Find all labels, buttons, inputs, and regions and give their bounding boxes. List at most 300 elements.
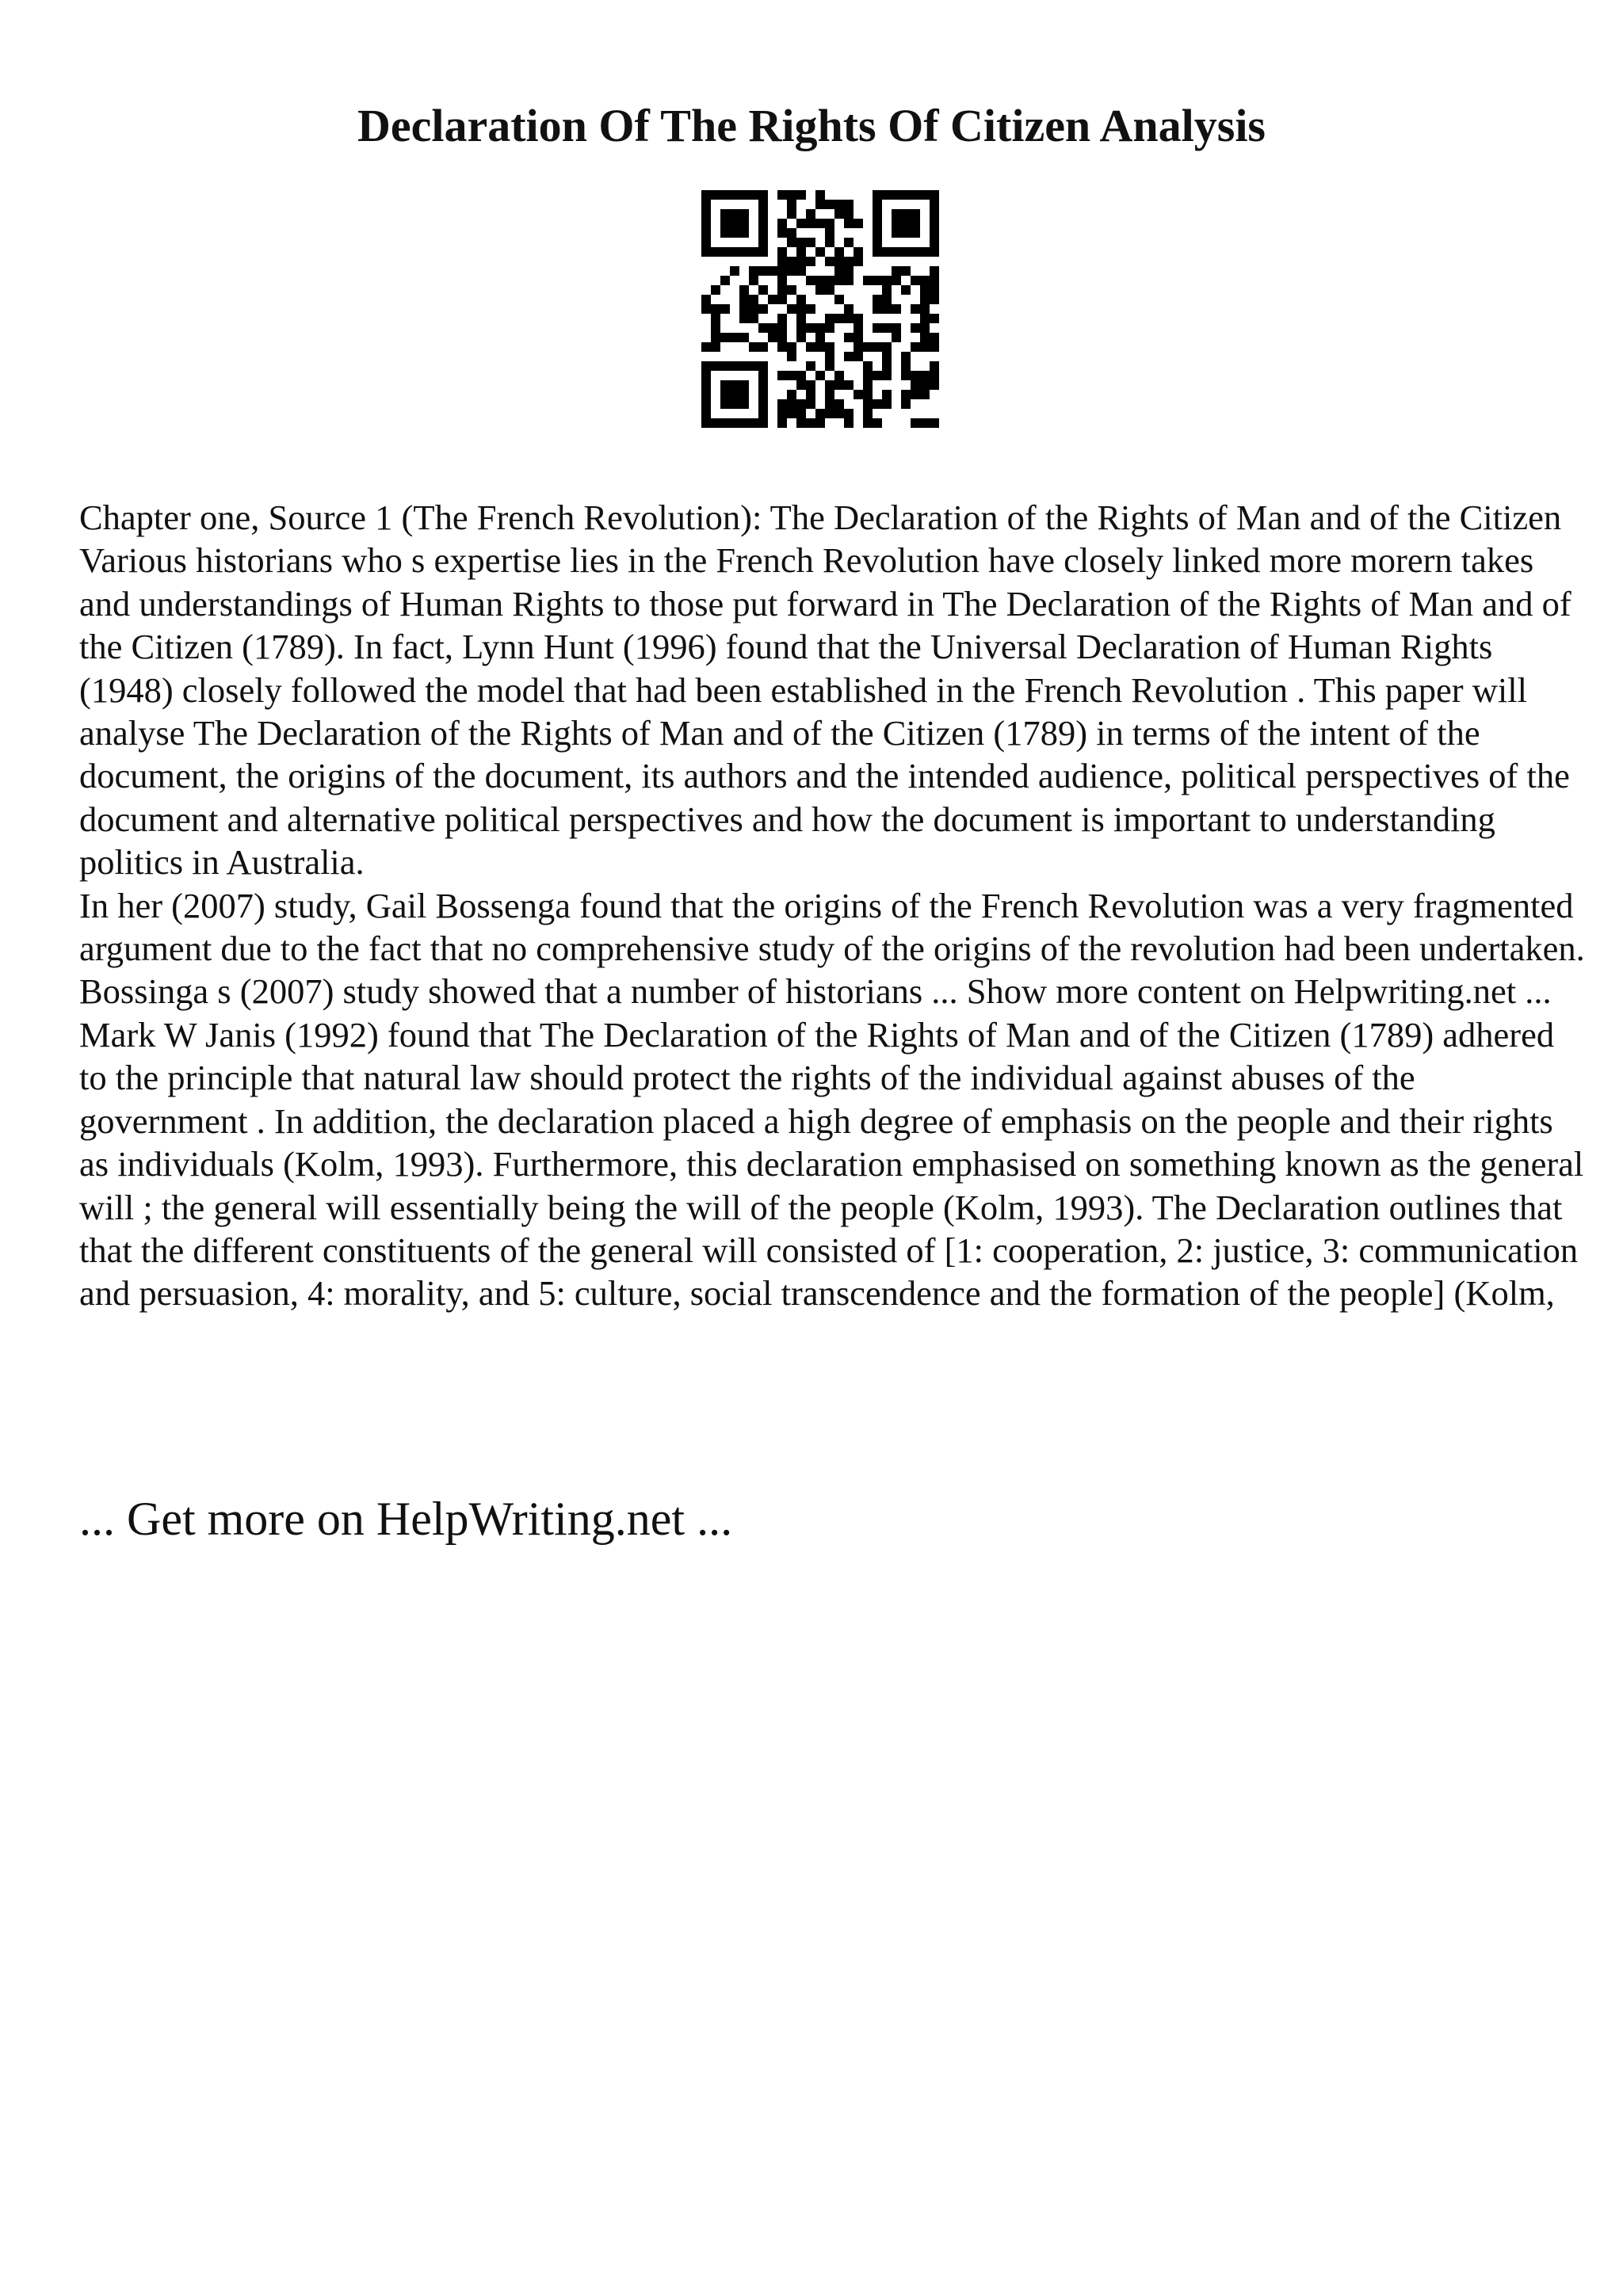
qr-module (863, 342, 873, 352)
qr-module (911, 323, 920, 333)
qr-module (701, 342, 711, 352)
qr-module (749, 295, 758, 304)
qr-module (930, 200, 939, 209)
qr-module (892, 266, 901, 276)
qr-module (911, 304, 920, 314)
qr-module (777, 323, 787, 333)
qr-module (758, 219, 768, 228)
qr-module (854, 333, 863, 342)
qr-module (901, 209, 911, 219)
qr-module (920, 285, 930, 295)
qr-module (758, 228, 768, 238)
qr-module (882, 190, 892, 200)
qr-module (873, 219, 882, 228)
qr-module (730, 219, 739, 228)
qr-module (825, 276, 834, 285)
qr-module (854, 219, 863, 228)
qr-module (825, 285, 834, 295)
qr-module (739, 314, 749, 323)
document-title: Declaration Of The Rights Of Citizen Analysis (357, 100, 1266, 151)
qr-module (873, 418, 882, 428)
qr-module (730, 247, 739, 257)
qr-module (787, 390, 796, 399)
qr-module (815, 276, 825, 285)
qr-module (815, 190, 825, 200)
qr-module (920, 342, 930, 352)
qr-module (777, 409, 787, 418)
qr-module (844, 418, 854, 428)
qr-module (930, 238, 939, 247)
qr-module (739, 390, 749, 399)
qr-module (768, 266, 777, 276)
qr-module (806, 209, 815, 219)
qr-module (844, 219, 854, 228)
qr-module (701, 399, 711, 409)
qr-module (701, 361, 711, 371)
qr-module (787, 304, 796, 314)
qr-module (739, 190, 749, 200)
qr-module (892, 190, 901, 200)
qr-module (920, 380, 930, 390)
qr-module (815, 342, 825, 352)
qr-module (825, 238, 834, 247)
qr-module (806, 323, 815, 333)
qr-module (844, 380, 854, 390)
qr-module (920, 247, 930, 257)
qr-module (892, 333, 901, 342)
qr-module (777, 276, 787, 285)
qr-module (711, 247, 720, 257)
qr-module (834, 314, 844, 323)
qr-module (825, 380, 834, 390)
qr-module (796, 238, 806, 247)
qr-module (730, 266, 739, 276)
qr-module (749, 418, 758, 428)
qr-module (930, 418, 939, 428)
qr-module (815, 333, 825, 342)
qr-module (777, 257, 787, 266)
qr-module (911, 380, 920, 390)
qr-module (806, 304, 815, 314)
qr-module (796, 333, 806, 342)
qr-module (806, 361, 815, 371)
qr-module (844, 238, 854, 247)
qr-module (920, 304, 930, 314)
qr-module (758, 323, 768, 333)
qr-module (901, 399, 911, 409)
qr-module (777, 190, 787, 200)
qr-module (711, 323, 720, 333)
qr-module (825, 361, 834, 371)
qr-module (882, 342, 892, 352)
qr-module (739, 209, 749, 219)
qr-module (806, 257, 815, 266)
qr-module (834, 247, 844, 257)
qr-module (711, 190, 720, 200)
qr-module (806, 399, 815, 409)
qr-module (834, 266, 844, 276)
qr-module (701, 409, 711, 418)
qr-module (806, 276, 815, 285)
qr-module (701, 304, 711, 314)
qr-module (758, 371, 768, 380)
qr-module (768, 323, 777, 333)
qr-module (796, 295, 806, 304)
qr-module (882, 247, 892, 257)
paragraph-heading: Chapter one, Source 1 (The French Revolution): The Declaration of the Rights of Man and of the Citizen (79, 498, 1562, 537)
qr-module (825, 219, 834, 228)
qr-module (930, 380, 939, 390)
qr-module (787, 190, 796, 200)
qr-module (777, 295, 787, 304)
qr-module (730, 333, 739, 342)
qr-module (834, 276, 844, 285)
qr-module (701, 380, 711, 390)
qr-module (873, 200, 882, 209)
qr-module (720, 390, 730, 399)
qr-module (796, 190, 806, 200)
qr-module (920, 190, 930, 200)
qr-module (730, 418, 739, 428)
qr-module (701, 219, 711, 228)
qr-module (844, 409, 854, 418)
qr-module (739, 418, 749, 428)
qr-module (787, 228, 796, 238)
qr-module (834, 257, 844, 266)
qr-module (930, 314, 939, 323)
qr-module (930, 219, 939, 228)
qr-module (730, 361, 739, 371)
qr-module (834, 399, 844, 409)
qr-module (720, 276, 730, 285)
qr-module (825, 200, 834, 209)
qr-module (920, 371, 930, 380)
qr-module (720, 247, 730, 257)
qr-module (920, 276, 930, 285)
qr-module (930, 266, 939, 276)
qr-module (720, 418, 730, 428)
paragraph: Various historians who s expertise lies in the French Revolution have closely linked more morern takes and understandings of Human Rights to those put forward in The Declaration of the Rights of Man and of the Citizen (1789). In fact, Lynn Hunt (1996) found that the Universal Declaration of Human Rights (1948) closely followed the model that had been established in the French Revolution . This paper will analyse The Declaration of the Rights of Man and of the Citizen (1789) in terms of the intent of the document, the origins of the document, its authors and the intended audience, political perspectives of the document and alternative political perspectives and how the document is important to understanding politics in Australia. (79, 540, 1571, 883)
qr-module (720, 219, 730, 228)
qr-module (787, 238, 796, 247)
qr-module (863, 371, 873, 380)
qr-module (730, 380, 739, 390)
qr-module (815, 418, 825, 428)
qr-module (815, 200, 825, 209)
qr-module (920, 333, 930, 342)
qr-module (749, 361, 758, 371)
qr-module (787, 266, 796, 276)
qr-module (911, 190, 920, 200)
qr-module (825, 314, 834, 323)
qr-module (758, 342, 768, 352)
qr-module (892, 219, 901, 228)
qr-module (701, 238, 711, 247)
qr-module (911, 342, 920, 352)
qr-module (806, 238, 815, 247)
qr-module (873, 276, 882, 285)
qr-module (930, 285, 939, 295)
qr-module (930, 190, 939, 200)
qr-module (882, 304, 892, 314)
qr-module (844, 257, 854, 266)
qr-module (844, 333, 854, 342)
qr-module (854, 247, 863, 257)
qr-module (844, 304, 854, 314)
qr-module (796, 247, 806, 257)
qr-module (863, 390, 873, 399)
document-body (79, 496, 1585, 1315)
qr-module (873, 247, 882, 257)
qr-module (711, 285, 720, 295)
qr-module (815, 285, 825, 295)
qr-module (806, 418, 815, 428)
qr-module (882, 399, 892, 409)
qr-module (701, 190, 711, 200)
qr-module (730, 228, 739, 238)
qr-module (777, 418, 787, 428)
qr-module (873, 209, 882, 219)
qr-module (930, 333, 939, 342)
qr-module (873, 238, 882, 247)
qr-module (873, 295, 882, 304)
qr-module (882, 285, 892, 295)
qr-module (844, 314, 854, 323)
qr-module (758, 209, 768, 219)
qr-module (796, 380, 806, 390)
qr-module (787, 200, 796, 209)
qr-module (930, 247, 939, 257)
qr-module (720, 304, 730, 314)
qr-module (815, 323, 825, 333)
qr-module (777, 371, 787, 380)
qr-module (854, 257, 863, 266)
qr-module (882, 371, 892, 380)
qr-module (739, 380, 749, 390)
qr-module (739, 247, 749, 257)
qr-module (758, 266, 768, 276)
qr-module (777, 399, 787, 409)
qr-module (920, 295, 930, 304)
qr-module (815, 371, 825, 380)
qr-module (920, 390, 930, 399)
qr-module (834, 380, 844, 390)
qr-module (901, 247, 911, 257)
qr-module (758, 399, 768, 409)
qr-module (777, 333, 787, 342)
qr-module (787, 371, 796, 380)
qr-module (911, 219, 920, 228)
qr-module (901, 390, 911, 399)
qr-module (930, 342, 939, 352)
qr-module (739, 228, 749, 238)
qr-module (777, 247, 787, 257)
qr-module (825, 409, 834, 418)
qr-module (796, 314, 806, 323)
qr-module (863, 380, 873, 390)
qr-code-icon (701, 190, 939, 428)
qr-module (701, 209, 711, 219)
qr-module (834, 200, 844, 209)
qr-module (873, 190, 882, 200)
qr-module (911, 247, 920, 257)
qr-module (854, 323, 863, 333)
qr-module (930, 371, 939, 380)
qr-module (873, 323, 882, 333)
qr-module (901, 371, 911, 380)
qr-module (834, 371, 844, 380)
qr-module (806, 219, 815, 228)
qr-module (901, 285, 911, 295)
qr-module (854, 342, 863, 352)
qr-module (844, 352, 854, 361)
qr-module (796, 304, 806, 314)
qr-module (892, 276, 901, 285)
qr-module (749, 190, 758, 200)
qr-module (825, 323, 834, 333)
qr-module (911, 276, 920, 285)
qr-module (758, 238, 768, 247)
qr-module (873, 371, 882, 380)
qr-module (854, 390, 863, 399)
qr-module (739, 399, 749, 409)
qr-module (730, 390, 739, 399)
qr-module (911, 390, 920, 399)
qr-module (796, 323, 806, 333)
qr-module (806, 342, 815, 352)
qr-module (758, 247, 768, 257)
paragraph: In her (2007) study, Gail Bossenga found that the origins of the French Revolution was a very fragmented argument due to the fact that no comprehensive study of the origins of the revolution had been undertaken. Bossinga s (2007) study showed that a number of historians ... Show more content on Helpwriting.net ... (79, 885, 1585, 1012)
qr-module (730, 209, 739, 219)
qr-module (720, 380, 730, 390)
qr-module (796, 409, 806, 418)
qr-module (720, 228, 730, 238)
qr-module (777, 266, 787, 276)
qr-module (920, 418, 930, 428)
qr-module (777, 342, 787, 352)
qr-module (930, 209, 939, 219)
qr-module (787, 285, 796, 295)
qr-module (825, 228, 834, 238)
qr-module (739, 285, 749, 295)
qr-module (901, 266, 911, 276)
qr-module (796, 418, 806, 428)
qr-module (930, 228, 939, 238)
qr-module (901, 361, 911, 371)
qr-module (930, 276, 939, 285)
qr-module (834, 209, 844, 219)
qr-module (758, 200, 768, 209)
qr-module (758, 190, 768, 200)
qr-module (720, 399, 730, 409)
qr-module (901, 352, 911, 361)
qr-module (711, 304, 720, 314)
qr-module (777, 219, 787, 228)
qr-module (739, 304, 749, 314)
qr-module (834, 409, 844, 418)
paragraph: Mark W Janis (1992) found that The Declaration of the Rights of Man and of the Citizen (1789) adhered to the principle that natural law should protect the rights of the individual against abuses of the government . In addition, the declaration placed a high degree of emphasis on the people and their rights as individuals (Kolm, 1993). Furthermore, this declaration emphasised on something known as the general will ; the general will essentially being the will of the people (Kolm, 1993). The Declaration outlines that that the different constituents of the general will consisted of [1: cooperation, 2: justice, 3: communication and persuasion, 4: morality, and 5: culture, social transcendence and the formation of the people] (Kolm, (79, 1014, 1584, 1314)
qr-module (787, 399, 796, 409)
qr-module (711, 361, 720, 371)
qr-module (701, 418, 711, 428)
qr-module (844, 200, 854, 209)
qr-module (882, 295, 892, 304)
qr-module (777, 228, 787, 238)
qr-module (882, 276, 892, 285)
qr-module (701, 200, 711, 209)
qr-module (749, 247, 758, 257)
qr-module (882, 323, 892, 333)
qr-module (930, 295, 939, 304)
qr-module (739, 295, 749, 304)
qr-module (787, 342, 796, 352)
qr-module (720, 209, 730, 219)
qr-module (892, 323, 901, 333)
qr-module (806, 390, 815, 399)
qr-module (787, 352, 796, 361)
qr-module (739, 361, 749, 371)
qr-module (777, 285, 787, 295)
qr-module (739, 333, 749, 342)
qr-module (701, 371, 711, 380)
qr-module (796, 219, 806, 228)
qr-module (720, 361, 730, 371)
qr-module (768, 295, 777, 304)
qr-module (863, 276, 873, 285)
qr-module (911, 371, 920, 380)
footer-link-text[interactable]: ... Get more on HelpWriting.net ... (79, 1493, 733, 1545)
qr-module (815, 219, 825, 228)
qr-module (796, 266, 806, 276)
qr-module (777, 314, 787, 323)
qr-module (892, 209, 901, 219)
qr-module (901, 219, 911, 228)
qr-module (701, 228, 711, 238)
qr-module (720, 190, 730, 200)
qr-module (825, 257, 834, 266)
qr-module (796, 257, 806, 266)
qr-module (758, 380, 768, 390)
qr-module (863, 418, 873, 428)
qr-module (882, 361, 892, 371)
qr-module (892, 228, 901, 238)
qr-module (892, 247, 901, 257)
qr-module (863, 409, 873, 418)
qr-module (844, 266, 854, 276)
qr-module (796, 371, 806, 380)
qr-module (920, 323, 930, 333)
qr-module (873, 342, 882, 352)
qr-module (806, 380, 815, 390)
qr-module (758, 390, 768, 399)
qr-module (825, 352, 834, 361)
qr-module (749, 276, 758, 285)
qr-module (825, 399, 834, 409)
qr-module (749, 314, 758, 323)
qr-module (701, 247, 711, 257)
qr-module (787, 209, 796, 219)
qr-module (749, 304, 758, 314)
qr-module (873, 304, 882, 314)
qr-module (739, 219, 749, 228)
qr-module (758, 285, 768, 295)
qr-module (911, 418, 920, 428)
qr-module (758, 361, 768, 371)
qr-module (711, 418, 720, 428)
qr-module (749, 266, 758, 276)
qr-module (873, 228, 882, 238)
qr-module (758, 418, 768, 428)
